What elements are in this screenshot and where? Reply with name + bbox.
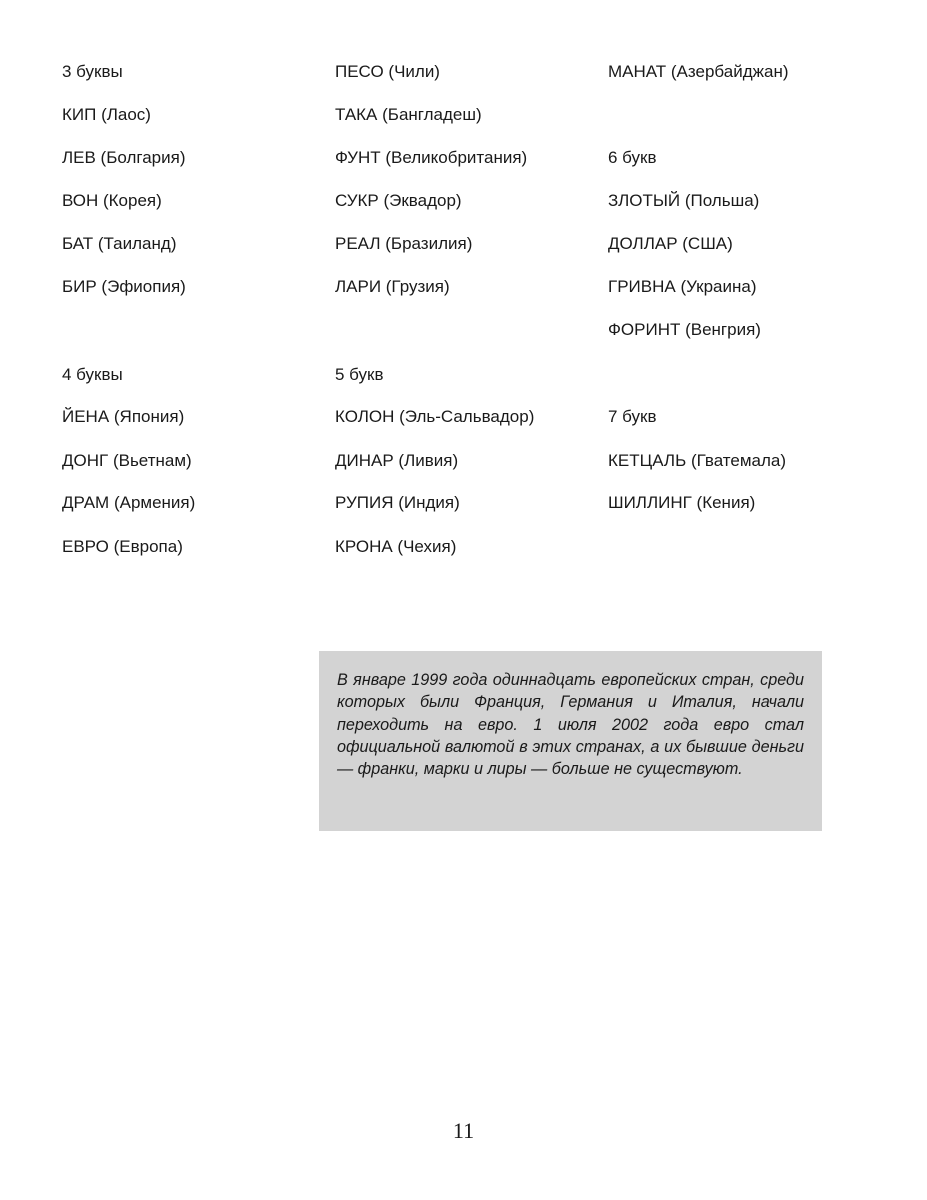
section-heading-4-letters: 4 буквы [62,365,123,384]
section-heading-7-letters: 7 букв [608,407,657,426]
currency-item: ФОРИНТ (Венгрия) [608,320,761,339]
currency-item: ПЕСО (Чили) [335,62,440,81]
currency-item: БИР (Эфиопия) [62,277,186,296]
currency-item: КОЛОН (Эль-Сальвадор) [335,407,535,426]
currency-item: ТАКА (Бангладеш) [335,105,482,124]
currency-item: ДИНАР (Ливия) [335,451,459,470]
currency-item: ВОН (Корея) [62,191,162,210]
currency-item: ШИЛЛИНГ (Кения) [608,493,756,512]
note-box [319,651,822,831]
currency-item: КРОНА (Чехия) [335,537,457,556]
note-text: В январе 1999 года одиннадцать европейских стран, среди которых были Франция, Германия и Италия, начали переходить на евро. 1 июля 2002 года евро стал официальной валютой в этих странах, а их бывшие деньги — франки, марки и лиры — больше не существуют. [337,671,804,779]
currency-item: ДОЛЛАР (США) [608,234,733,253]
currency-item: СУКР (Эквадор) [335,191,462,210]
currency-item: ЙЕНА (Япония) [62,407,185,426]
currency-item: ЗЛОТЫЙ (Польша) [608,191,760,210]
currency-item: ЕВРО (Европа) [62,537,183,556]
section-heading-5-letters: 5 букв [335,365,384,384]
currency-item: ЛАРИ (Грузия) [335,277,450,296]
currency-item: ФУНТ (Великобритания) [335,148,528,167]
currency-item: МАНАТ (Азербайджан) [608,62,789,81]
currency-item: ЛЕВ (Болгария) [62,148,186,167]
currency-item: КИП (Лаос) [62,105,151,124]
currency-item: БАТ (Таиланд) [62,234,177,253]
currency-item: ГРИВНА (Украина) [608,277,757,296]
section-heading-6-letters: 6 букв [608,148,657,167]
currency-item: КЕТЦАЛЬ (Гватемала) [608,451,787,470]
currency-item: ДОНГ (Вьетнам) [62,451,192,470]
currency-item: РУПИЯ (Индия) [335,493,460,512]
currency-item: ДРАМ (Армения) [62,493,196,512]
section-heading-3-letters: 3 буквы [62,62,123,81]
currency-item: РЕАЛ (Бразилия) [335,234,473,253]
page-number: 11 [452,1118,475,1143]
